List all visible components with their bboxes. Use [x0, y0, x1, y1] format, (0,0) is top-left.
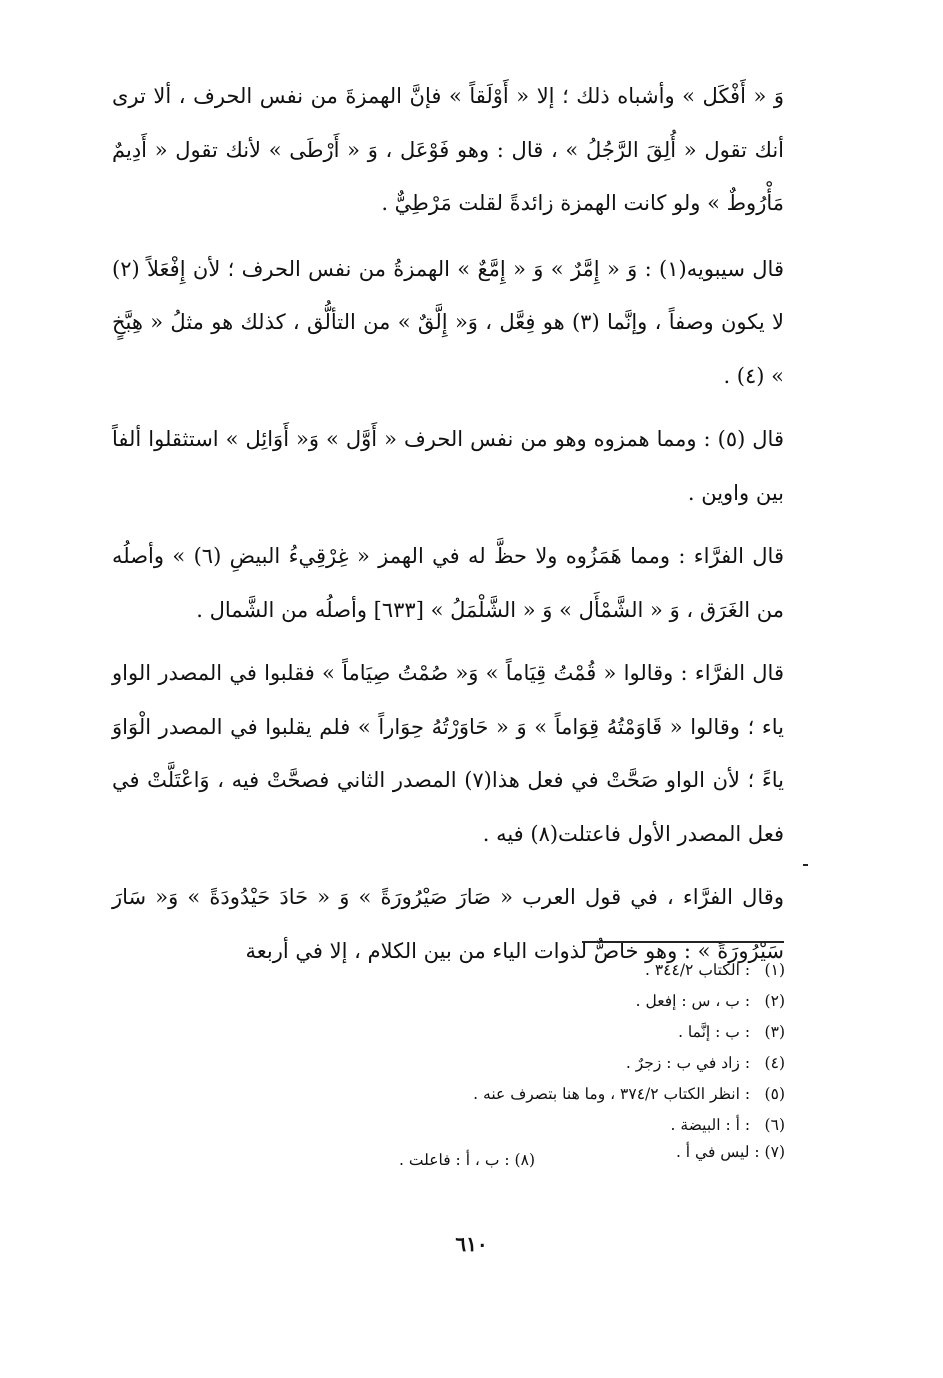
footnote-separator — [582, 941, 784, 943]
footnote-text: : انظر الكتاب ٣٧٤/٢ ، وما هنا بتصرف عنه . — [473, 1085, 751, 1103]
footnotes — [260, 955, 785, 1183]
footnote-text: : ليس في أ . — [675, 1143, 760, 1161]
paragraph: وَ « أَفْكَل » وأشباه ذلك ؛ إلا « أَوْلَقاً » فإنَّ الهمزةَ من نفس الحرف ، ألا ترى أنك تقول « أُلِقَ الرَّجُلُ » ، قال : وهو فَوْعَل ، وَ « أَرْطَى » لأنك تقول « أَدِيمٌ مَأْرُوطٌ » ولو كانت الهمزة زائدةً لقلت مَرْطِيٌّ . — [112, 84, 784, 215]
footnote-number: (١) — [764, 961, 785, 979]
paragraph: قال سيبويه(١) : وَ « إِمَّرٌ » وَ « إِمَّعٌ » الهمزةُ من نفس الحرف ؛ لأن إِفْعَلاً (٢) لا يكون وصفاً ، وإنَّما (٣) هو فِعَّل ، وَ« إِلَّقٌ » من التألُّق ، كذلك هو مثلُ « هِبَّخٍ » (٤) . — [112, 256, 785, 388]
footnote-text: : ب ، أ : فاعلت . — [399, 1151, 510, 1169]
footnote-text: : ب : إنَّما . — [678, 1023, 751, 1041]
footnote-number: (٤) — [764, 1054, 785, 1072]
footnote — [260, 955, 785, 986]
footnote — [260, 1110, 785, 1141]
footnote — [260, 986, 785, 1017]
page-number: ٦١٠ — [455, 1232, 488, 1256]
footnote — [260, 1048, 785, 1079]
footnote — [260, 1079, 785, 1110]
footnote — [399, 1151, 535, 1169]
footnote — [676, 1143, 785, 1161]
footnote-text: : زاد في ب : زجرٌ . — [625, 1054, 751, 1072]
footnote-number: (٧) — [764, 1143, 785, 1161]
footnote-number: (٣) — [764, 1023, 785, 1041]
footnote — [260, 1017, 785, 1048]
footnote-text: : ب ، س : إفعل . — [635, 992, 751, 1010]
footnote-number: (٥) — [764, 1085, 785, 1103]
paragraph: قال (٥) : ومما همزوه وهو من نفس الحرف « أَوَّل » وَ« أَوَائِل » استثقلوا ألفاً بين واوين . — [112, 427, 784, 505]
footnote-number: (٦) — [764, 1116, 785, 1134]
paragraph: قال الفرَّاء : وقالوا « قُمْتُ قِيَاماً » وَ« صُمْتُ صِيَاماً » فقلبوا في المصدر الواو ياء ؛ وقالوا « قَاوَمْتُهُ قِوَاماً » وَ « حَاوَرْتُهُ حِوَاراً » فلم يقلبوا في المصدر الْوَاوَ ياءً ؛ لأن الواو صَحَّتْ في فعل هذا(٧) المصدر الثاني فصحَّتْ فيه ، وَاعْتَلَّتْ في فعل المصدر الأول فاعتلت(٨) فيه . — [112, 661, 784, 846]
paragraph: قال الفرَّاء : ومما هَمَزُوه ولا حظَّ له في الهمز « غِرْقِيءُ البيضِ (٦) » وأصلُه من الغَرَق ، وَ « الشَّمْأَل » وَ « الشَّلْمَلُ » [٦٣٣] وأصلُه من الشَّمال . — [112, 544, 784, 622]
footnote-number: (٢) — [764, 992, 785, 1010]
footnote-number: (٨) — [514, 1151, 535, 1169]
footnote-text: : الكتاب ٣٤٤/٢ . — [645, 961, 751, 979]
margin-mark — [803, 864, 808, 866]
footnote-row — [260, 1143, 785, 1183]
paragraph: وقال الفرَّاء ، في قول العرب « صَارَ صَيْرُورَةً » وَ « حَادَ حَيْدُودَةً » وَ« سَارَ سَيْرُورَةً » : وهو خاصٌّ لذوات الياء من بين الكلام ، إلا في أربعة — [112, 885, 784, 963]
footnote-text: : أ : البيضة . — [670, 1116, 751, 1134]
main-text — [112, 70, 784, 988]
